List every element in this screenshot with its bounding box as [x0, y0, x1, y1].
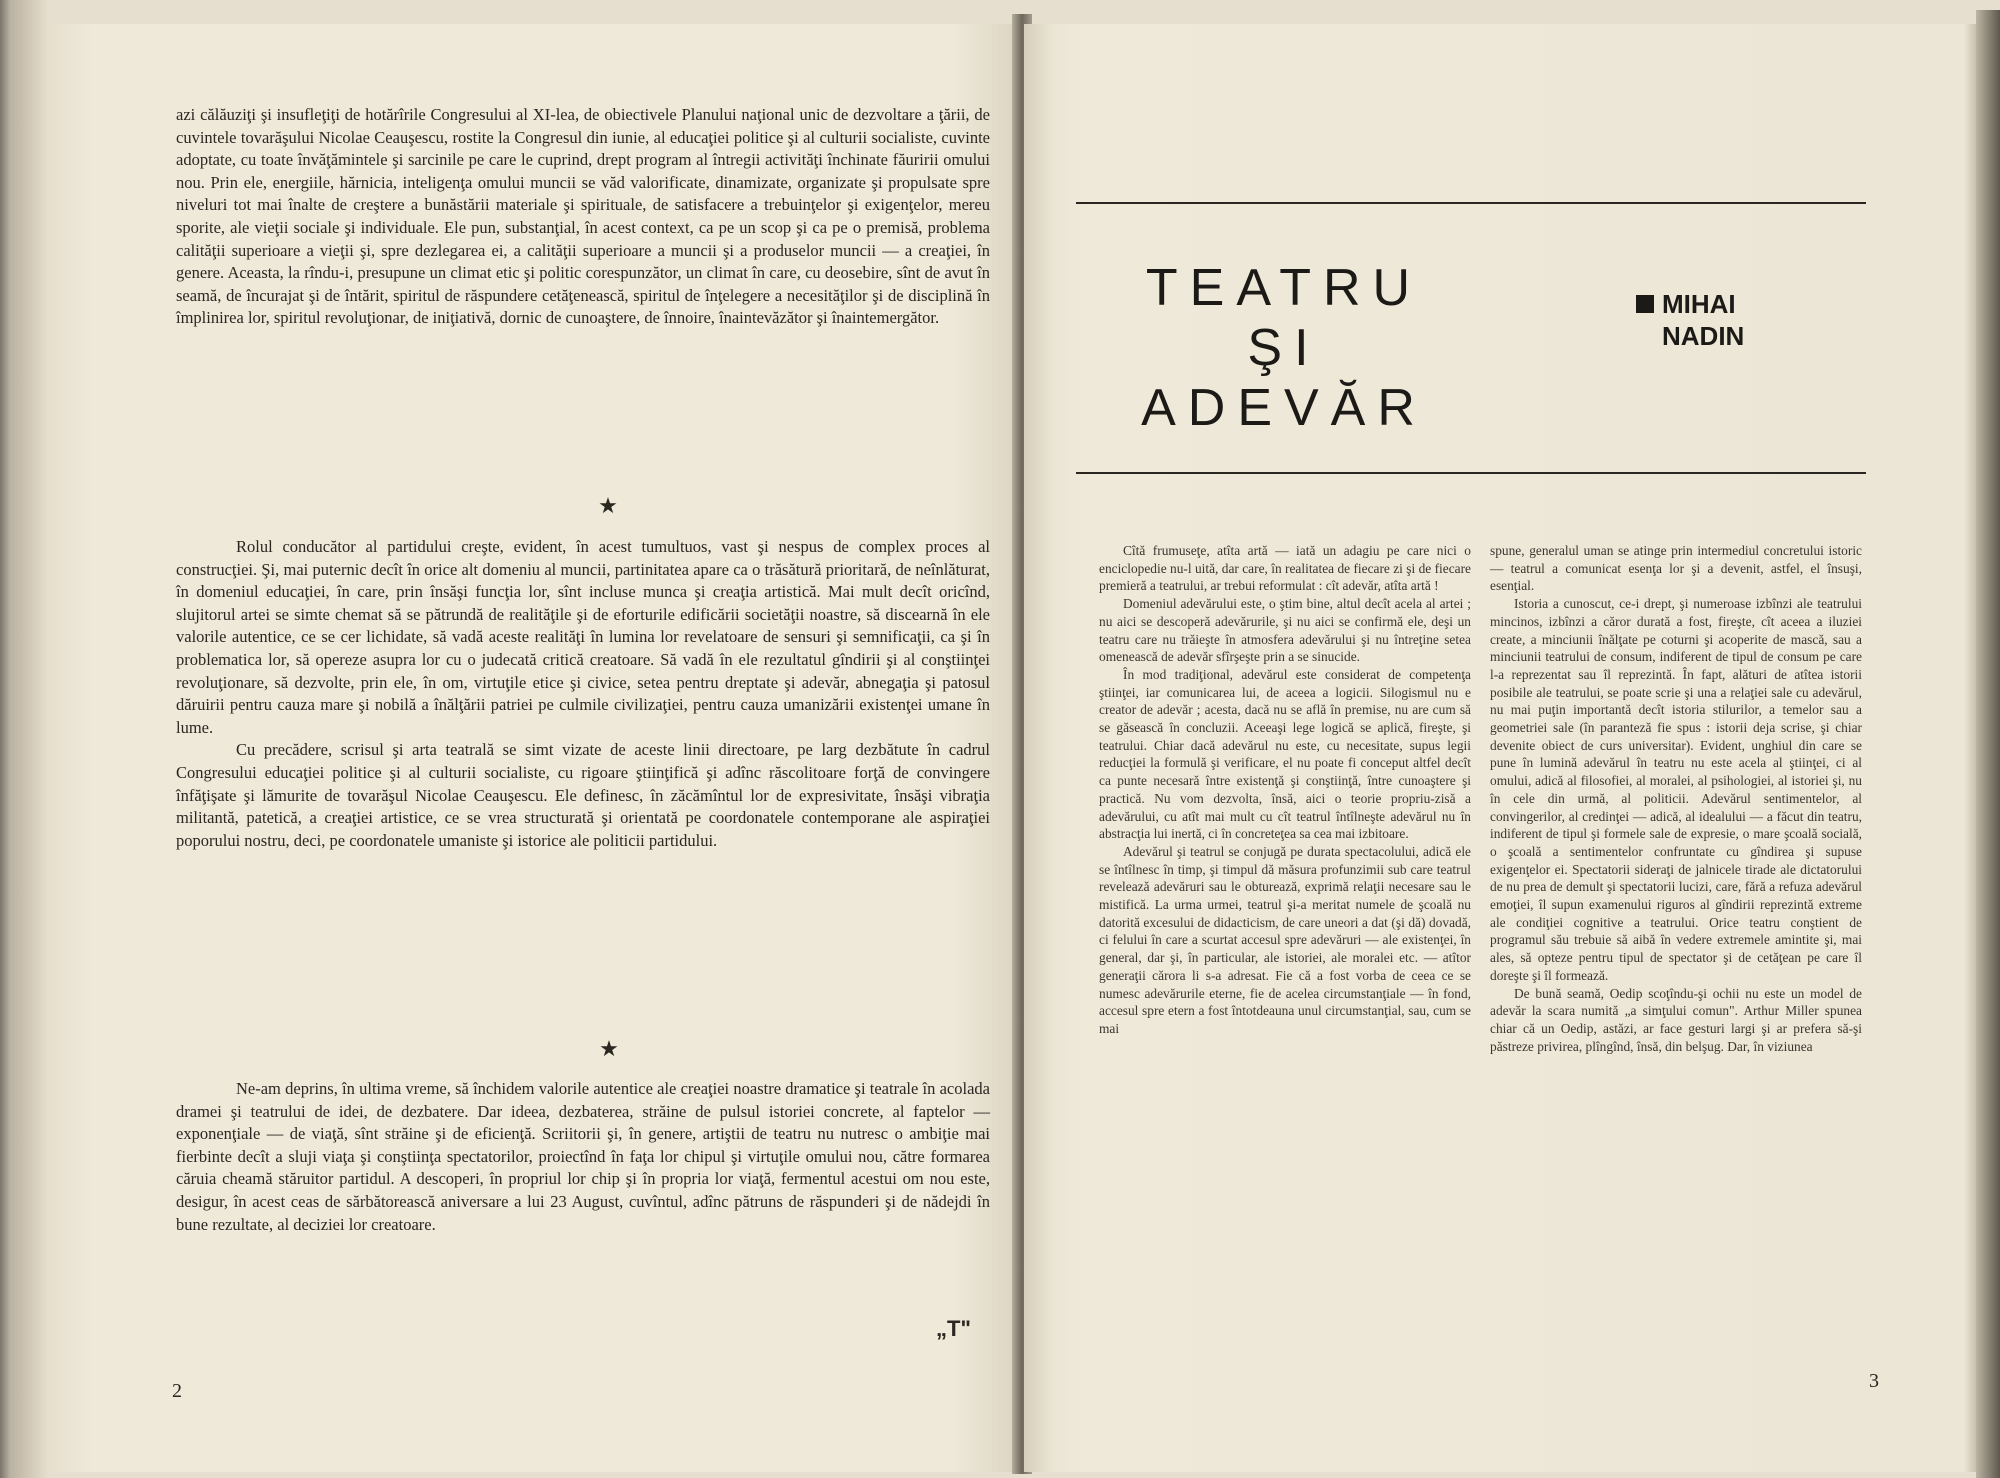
column-paragraph: În mod tradiţional, adevărul este considerat de competenţa ştiinţei, iar comunicarea lui, de aceea a logicii. Silogismul nu e creator de adevăr ; acesta, dacă nu se află în premise, nu are cum să se găsească în concluzii. Aceeaşi lege logică se aplică, fireşte, şi teatrului. Chiar dacă adevărul nu este, cu necesitate, supus legii reducţiei la formulă şi verificare, el nu poate fi conceput altfel decît ca punte necesară între existenţă şi conştiinţă, între cunoaştere şi practică. Nu vom dezvolta, însă, aici o teorie propriu-zisă a adevărului, cu atît mai mult cu cît teatrul întîlneşte adevărul nu în abstracţia lui inertă, ci în concreteţea sa cea mai izbitoare.	[1099, 666, 1471, 842]
title-line: ADEVĂR	[1141, 379, 1427, 437]
article-author	[1636, 288, 1744, 352]
author-bullet-icon	[1636, 295, 1654, 313]
left-page	[52, 24, 1020, 1472]
book-edge	[1976, 10, 2000, 1478]
author-first-name: MIHAI	[1662, 289, 1736, 319]
left-paragraph: Rolul conducător al partidului creşte, evident, în acest tumultuos, vast şi nespus de complex proces al construcţiei. Şi, mai puternic decît în orice alt domeniu al muncii, partinitatea apare ca o trăsătură prioritară, de neînlăturat, în domeniul educaţiei, în care, prin însăşi funcţia lor, sînt incluse munca şi creaţia artistică. Mai mult decît oricînd, slujitorul artei se simte chemat să se pătrundă de realităţile şi de eforturile edificării societăţii noastre, să discearnă în ele valorile autentice, ce se cer lichidate, să vadă aceste realităţi în lumina lor revelatoare de sensuri şi semnificaţii, ca şi în problematica lor, să opereze asupra lor cu o judecată critică creatoare. Să vadă în ele rezultatul gîndirii şi al conştiinţei revoluţionare, să dezvolte, prin ele, în om, virtuţile etice şi civice, setea pentru dreptate şi adevăr, abnegaţia şi patosul dăruirii pentru cauza mare şi nobilă a înălţării patriei pe culmile civilizaţiei, pentru cauza umanizării existenţei umane în lume.	[176, 537, 990, 737]
left-paragraph: Cu precădere, scrisul şi arta teatrală se simt vizate de aceste linii directoare, pe larg dezbătute în cadrul Congresului educaţiei politice şi al culturii socialiste, cu rigoare ştiinţifică şi adînc răscolitoare forţă de convingere înfăţişate şi lămurite de tovarăşul Nicolae Ceauşescu. Ele definesc, în zăcămîntul lor de expresivitate, însăşi vibraţia militantă, patetică, a creaţiei artistice, ce se vrea structurată şi orientată pe coordonatele contemporane ale aspiraţiei poporului nostru, deci, pe coordonatele umaniste şi istorice ale politicii partidului.	[176, 740, 990, 850]
article-column-2	[1490, 542, 1862, 1055]
column-paragraph: Domeniul adevărului este, o ştim bine, altul decît acela al artei ; nu aici se descoperă adevărurile, şi nu aici se confirmă ele, deşi un teatru care nu trăieşte în atmosfera adevărului şi nu întreţine setea omenească de adevăr sfîrşeşte prin a se sinucide.	[1099, 596, 1471, 665]
title-line: TEATRU	[1145, 259, 1423, 317]
column-paragraph: Adevărul şi teatrul se conjugă pe durata spectacolului, adică ele se întîlnesc în timp, şi timpul dă măsura profunzimii sub care teatrul revelează adevăruri sau le obturează, exprimă relaţii necesare sau le mistifică. La urma urmei, teatrul şi-a meritat numele de şcoală nu datorită excesului de didacticism, de care uneori a dat (şi dă) dovadă, ci felului în care a scurtat accesul spre adevăruri — ale existenţei, în general, dar şi, în particular, ale istoriei, ale moralei etc. — atîtor generaţii cărora li s-a adresat. Fie că a fost vorba de ceea ce se numesc adevărurile eterne, fie de acelea circumstanţiale — în fond, accesul spre etern a fost întotdeauna unul circumstanţial, sau, cum se mai	[1099, 843, 1471, 1036]
page-number-right: 3	[1869, 1370, 1879, 1392]
article-title	[1124, 258, 1444, 438]
column-paragraph: Cîtă frumuseţe, atîta artă — iată un adagiu pe care nici o enciclopedie nu-l uită, dar care, în realitatea de fiecare zi şi de fiecare premieră a teatrului, ar trebui reformulat : cît adevăr, atîta artă !	[1099, 543, 1471, 594]
column-paragraph: De bună seamă, Oedip scoţîndu-şi ochii nu este un model de adevăr la scara numită „a simţului comun". Arthur Miller spunea chiar că un Oedip, astăzi, ar face gesturi largi şi ar prefera să-şi păstreze privirea, plîngînd, însă, din belşug. Dar, în viziunea	[1490, 985, 1862, 1054]
right-page	[1024, 24, 1976, 1472]
article-column-1	[1099, 542, 1471, 1038]
column-paragraph: Istoria a cunoscut, ce-i drept, şi numeroase izbînzi ale teatrului mincinos, izbînzi a căror durată a fost, fireşte, cît aceea a iluziei create, a minciunii înălţate pe coturni şi acoperite de mască, sau a minciunii teatrului de consum, indiferent de tipul de consum pe care l-a reprezentat sau îl reprezintă. În fapt, alături de atîtea istorii posibile ale teatrului, se poate scrie şi una a relaţiei sale cu adevărul, nu mai puţin importantă decît istoria stilurilor, a temelor sau a geometriei sale (în paranteză fie spus : istorii deja scrise, şi chiar devenite obiect de curs universitar). Evident, unghiul din care se pune în lumină adevărul în teatru nu este acela al ştiinţei, ci al omului, adică al filosofiei, al moralei, al psihologiei, al istoriei şi, nu în cele din urmă, al politicii. Adevărul sentimentelor, al convingerilor, al credinţei — adică, al idealului — a făcut din teatru, indiferent de tipul şi formele sale de expresie, o mare şcoală socială, o şcoală a sentimentelor confruntate cu gîndirea şi supuse exigenţelor ei. Spectatorii sideraţi de jalnicele tirade ale dictatorului de nu prea de demult şi spectatorii lucizi, care, fără a refuza adevărul emoţiei, îl supun examenului riguros al gîndirii reprezintă extreme ale condiţiei cognitive a teatrului. Orice teatru conştient de programul său trebuie să aibă în vedere extremele amintite şi, mai ales, să opteze pentru tipul de spectator şi de cetăţean pe care îl doreşte şi îl formează.	[1490, 596, 1862, 983]
signature: „T"	[936, 1316, 971, 1341]
title-rule-top	[1076, 202, 1866, 204]
author-last-name: NADIN	[1662, 321, 1745, 351]
separator-star-2: ★	[599, 1037, 619, 1062]
left-text-block-2	[176, 536, 990, 852]
column-paragraph: spune, generalul uman se atinge prin intermediul concretului istoric — teatrul a comunicat esenţa lor şi a devenit, astfel, el însuşi, esenţial.	[1490, 543, 1862, 594]
title-rule-bottom	[1076, 472, 1866, 474]
left-paragraph: azi călăuziţi şi insufleţiţi de hotărîrile Congresului al XI-lea, de obiectivele Planului naţional unic de dezvoltare a ţării, de cuvintele tovarăşului Nicolae Ceauşescu, rostite la Congresul din iunie, al educaţiei politice şi al culturii socialiste, cuvinte adoptate, cu toate învăţămintele şi sarcinile pe care le cuprind, drept program al întregii activităţi închinate făuririi omului nou. Prin ele, energiile, hărnicia, inteligenţa omului muncii se văd valorificate, dinamizate, organizate şi propulsate spre niveluri tot mai înalte de creştere a bunăstării materiale şi spirituale, de satisfacere a trebuinţelor şi exigenţelor, mereu sporite, ale vieţii sociale şi individuale. Ele pun, substanţial, în acest context, ca pe un scop şi ca pe o premisă, problema calităţii superioare a vieţii şi, spre dezlegarea ei, a calităţii superioare a muncii şi a produselor muncii — a creaţiei, în genere. Aceasta, la rîndu-i, presupune un climat etic şi politic corespunzător, un climat în care, cu deosebire, sînt de avut în seamă, de încurajat şi de întărit, spiritul de răspundere cetăţenească, spiritul de înţelegere a necesităţilor şi de disciplină în împlinirea lor, spiritul revoluţionar, de iniţiativă, dornic de cunoaştere, de înnoire, înaintevăzător şi înaintemergător.	[176, 105, 990, 328]
left-text-block-1	[176, 104, 990, 330]
left-paragraph: Ne-am deprins, în ultima vreme, să închidem valorile autentice ale creaţiei noastre dramatice şi teatrale în acolada dramei şi teatrului de idei, de dezbatere. Dar ideea, dezbaterea, străine de pulsul istoriei concrete, al faptelor — exponenţiale — de viaţă, sînt străine şi de eficienţă. Scriitorii şi, în genere, artiştii de teatru nu nutresc o ambiţie mai fierbinte decît a sluji viaţa şi conştiinţa spectatorilor, proiectînd în faţa lor chipul şi virtuţile omului nou, către formarea căruia cheamă stăruitor partidul. A descoperi, în propriul lor chip şi în propria lor viaţă, fermentul acestui om nou este, desigur, în acest ceas de sărbătorească aniversare a lui 23 August, cuvîntul, adînc pătruns de răspunderi şi de nădejdi în bune rezultate, al deciziei lor creatoare.	[176, 1079, 990, 1234]
page-number-left: 2	[172, 1380, 182, 1402]
left-text-block-3	[176, 1078, 990, 1236]
separator-star-1: ★	[598, 494, 618, 519]
title-line: ŞI	[1247, 319, 1321, 377]
